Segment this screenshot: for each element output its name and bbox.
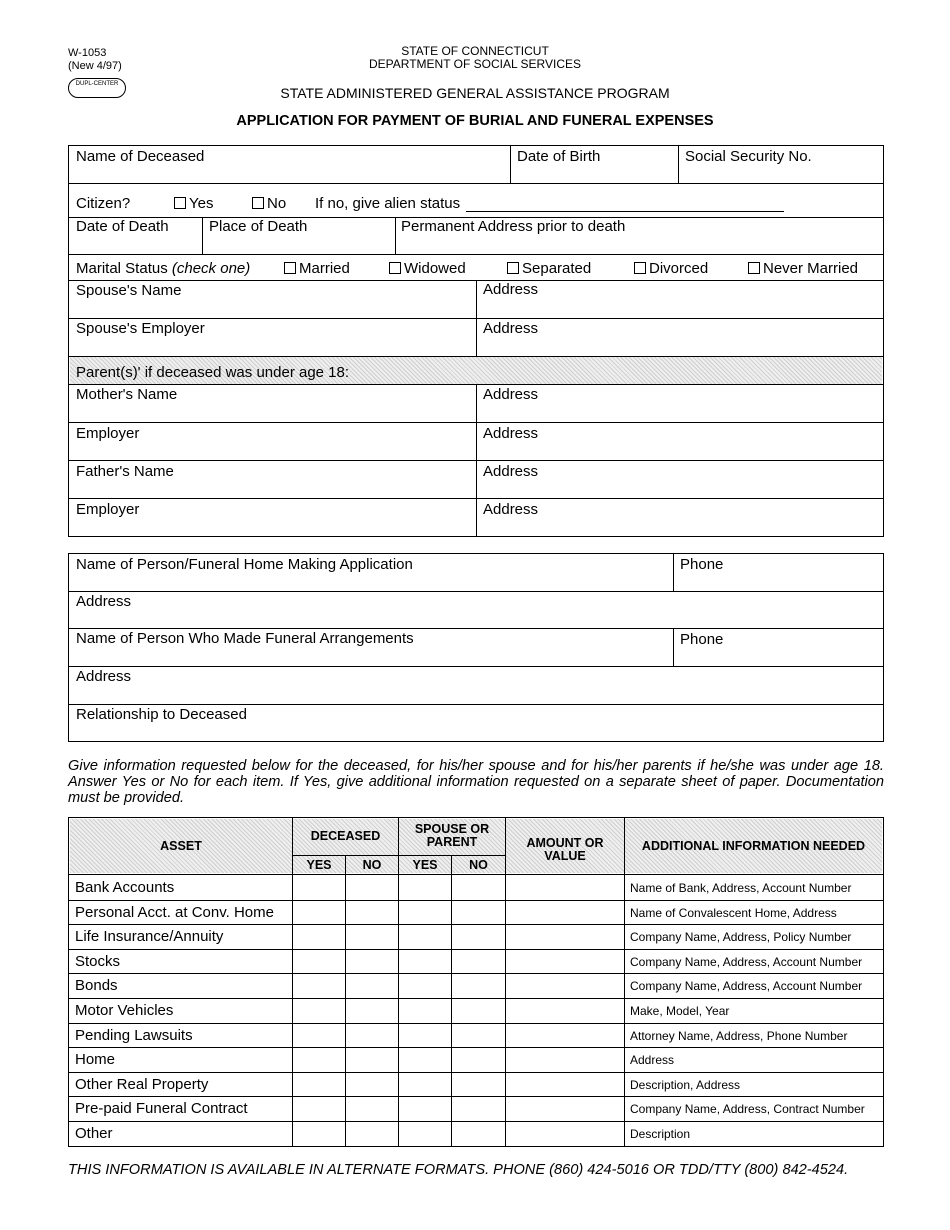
row-divider (69, 924, 883, 925)
alternate-formats-notice: THIS INFORMATION IS AVAILABLE IN ALTERNATE FORMATS. PHONE (860) 424-5016 OR TDD/TTY (800) 842-4524. (68, 1162, 849, 1178)
marital-status-label: Marital Status (check one) (76, 260, 251, 277)
asset-row-info: Company Name, Address, Policy Number (630, 930, 852, 945)
instructions-paragraph: Give information requested below for the deceased, for his/her spouse and for his/her parents if he/she was under age 18. Answer Yes or No for each item. If Yes, give additional information requested on a separate sheet of paper. Documentation must be provided. (68, 758, 884, 806)
asset-row-label: Personal Acct. at Conv. Home (75, 903, 274, 921)
citizen-yes-option[interactable]: Yes (174, 195, 213, 212)
date-of-death-field[interactable]: Date of Death (76, 218, 169, 235)
asset-row-info: Name of Bank, Address, Account Number (630, 881, 852, 895)
asset-row-label: Other Real Property (75, 1075, 209, 1093)
asset-row-info: Address (630, 1053, 675, 1068)
asset-row-label: Motor Vehicles (75, 1002, 174, 1019)
father-address-field[interactable]: Address (483, 463, 539, 480)
spouse-address-field[interactable]: Address (483, 281, 539, 298)
checkbox-icon[interactable] (748, 262, 760, 274)
father-name-field[interactable]: Father's Name (76, 463, 174, 480)
arranger-name-field[interactable]: Name of Person Who Made Funeral Arrangements (76, 630, 414, 647)
asset-row-label: Pre-paid Funeral Contract (75, 1100, 248, 1118)
agency-header (0, 45, 950, 71)
row-divider (69, 900, 883, 901)
spouse-employer-field[interactable]: Spouse's Employer (76, 320, 205, 337)
row-divider (69, 1096, 883, 1097)
asset-row-info: Name of Convalescent Home, Address (630, 905, 837, 920)
asset-row-label: Pending Lawsuits (75, 1026, 193, 1044)
asset-row-info: Make, Model, Year (630, 1004, 730, 1018)
asset-row-label: Home (75, 1051, 116, 1069)
department-name: DEPARTMENT OF SOCIAL SERVICES (368, 57, 582, 71)
mother-name-field[interactable]: Mother's Name (76, 386, 178, 403)
form-revision: (New 4/97) (68, 60, 122, 72)
asset-row-info: Attorney Name, Address, Phone Number (630, 1028, 848, 1043)
relationship-field[interactable]: Relationship to Deceased (76, 706, 247, 723)
alien-status-label: If no, give alien status (315, 195, 461, 212)
deceased-yes-header: YES (306, 858, 332, 872)
parents-header: Parent(s)' if deceased was under age 18: (76, 364, 350, 381)
asset-row-label: Bank Accounts (75, 879, 175, 896)
asset-row-label: Other (75, 1125, 113, 1142)
additional-info-header: ADDITIONAL INFORMATION NEEDED (641, 839, 866, 853)
program-title: STATE ADMINISTERED GENERAL ASSISTANCE PROGRAM (280, 85, 670, 101)
spouse-parent-header: SPOUSE OR PARENT (414, 822, 490, 849)
separated-option[interactable]: Separated (507, 260, 591, 277)
asset-header: ASSET (160, 839, 202, 853)
asset-row-info: Description, Address (630, 1077, 741, 1092)
row-divider (69, 1072, 883, 1073)
ssn-field[interactable]: Social Security No. (685, 148, 812, 165)
applicant-address-field[interactable]: Address (76, 593, 132, 610)
citizen-label: Citizen? (76, 195, 131, 212)
permanent-address-field[interactable]: Permanent Address prior to death (401, 218, 626, 235)
row-divider (69, 949, 883, 950)
deceased-header: DECEASED (310, 829, 381, 843)
married-option[interactable]: Married (284, 260, 350, 277)
arranger-address-field[interactable]: Address (76, 668, 132, 685)
mother-address-field[interactable]: Address (483, 386, 539, 403)
father-employer-field[interactable]: Employer (76, 501, 140, 518)
arranger-phone-field[interactable]: Phone (680, 631, 724, 648)
asset-row-info: Company Name, Address, Account Number (630, 979, 863, 994)
checkbox-icon[interactable] (284, 262, 296, 274)
spouse-no-header: NO (469, 858, 488, 872)
row-divider (69, 1023, 883, 1024)
checkbox-icon[interactable] (389, 262, 401, 274)
citizen-no-option[interactable]: No (252, 195, 286, 212)
checkbox-icon[interactable] (174, 197, 186, 209)
mother-employer-address-field[interactable]: Address (483, 425, 539, 442)
deceased-no-header: NO (362, 858, 382, 872)
mother-employer-field[interactable]: Employer (76, 425, 140, 442)
father-employer-address-field[interactable]: Address (483, 501, 539, 518)
never-married-option[interactable]: Never Married (748, 260, 858, 277)
spouse-yes-header: YES (412, 858, 438, 872)
row-divider (69, 973, 883, 974)
applicant-name-field[interactable]: Name of Person/Funeral Home Making Application (76, 556, 413, 573)
row-divider (69, 1047, 883, 1048)
asset-row-info: Company Name, Address, Account Number (630, 954, 863, 969)
row-divider (69, 998, 883, 999)
asset-row-label: Life Insurance/Annuity (75, 928, 224, 946)
row-divider (69, 1121, 883, 1122)
state-name: STATE OF CONNECTICUT (401, 44, 549, 58)
checkbox-icon[interactable] (252, 197, 264, 209)
checkbox-icon[interactable] (507, 262, 519, 274)
asset-row-info: Description (630, 1127, 691, 1141)
divorced-option[interactable]: Divorced (634, 260, 708, 277)
form-title: APPLICATION FOR PAYMENT OF BURIAL AND FUNERAL EXPENSES (236, 113, 714, 129)
applicant-phone-field[interactable]: Phone (680, 556, 724, 573)
name-of-deceased-field[interactable]: Name of Deceased (76, 148, 205, 165)
asset-row-label: Bonds (75, 977, 118, 995)
asset-row-info: Company Name, Address, Contract Number (630, 1102, 865, 1117)
place-of-death-field[interactable]: Place of Death (209, 218, 308, 235)
alien-status-line[interactable] (466, 211, 784, 212)
spouse-name-field[interactable]: Spouse's Name (76, 282, 182, 299)
asset-row-label: Stocks (75, 952, 121, 970)
checkbox-icon[interactable] (634, 262, 646, 274)
form-number: W-1053 (68, 47, 107, 59)
spouse-employer-address-field[interactable]: Address (483, 320, 539, 337)
widowed-option[interactable]: Widowed (389, 260, 466, 277)
amount-header: AMOUNT OR VALUE (526, 836, 604, 863)
dupl-center-logo: DUPL-CENTER (68, 78, 126, 98)
date-of-birth-field[interactable]: Date of Birth (517, 148, 601, 165)
